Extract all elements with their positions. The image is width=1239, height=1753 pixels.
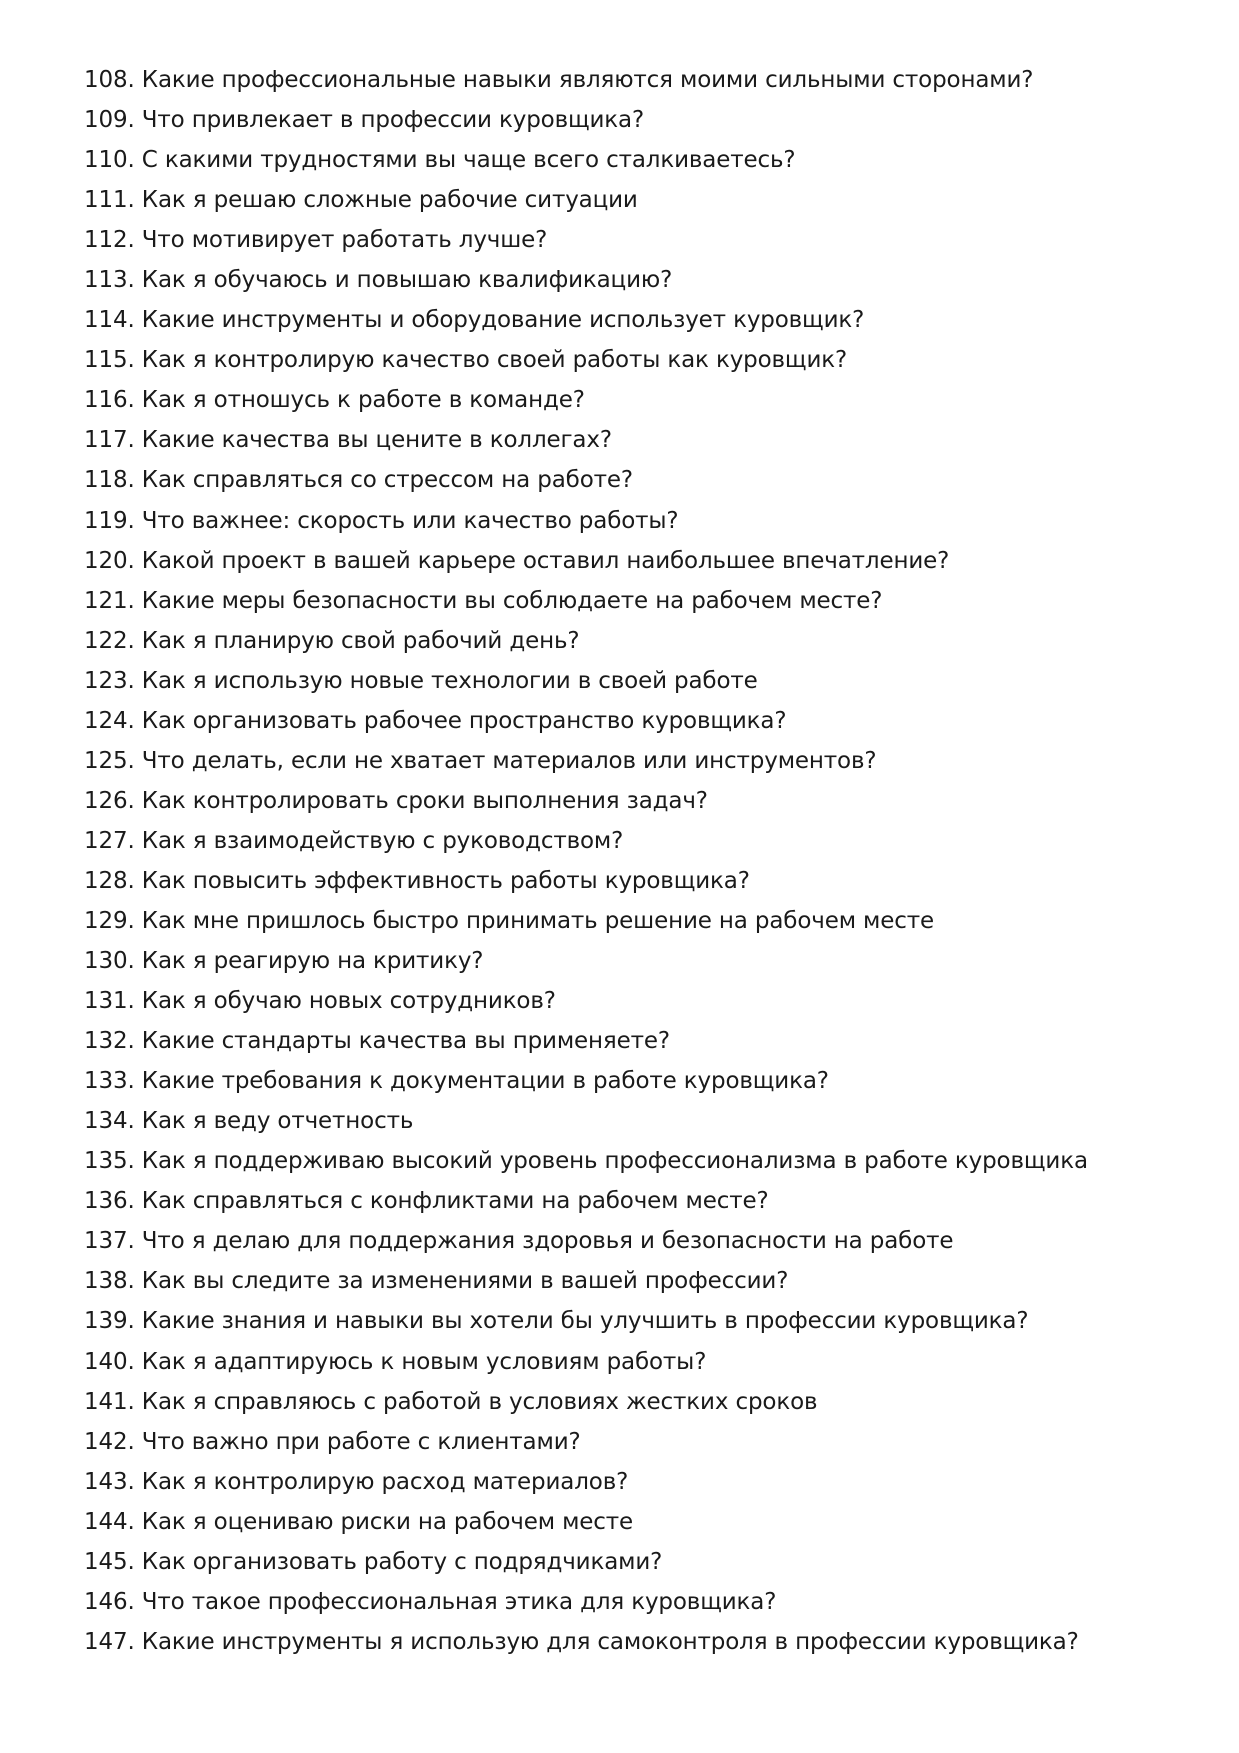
question-text: Как я справляюсь с работой в условиях жестких сроков (141, 1388, 818, 1415)
list-item (84, 1301, 1204, 1341)
question-text: Какие профессиональные навыки являются моими сильными сторонами? (141, 67, 1034, 93)
question-number: 117 . (84, 420, 142, 460)
list-item (84, 1542, 1204, 1582)
question-number: 112 . (84, 220, 142, 260)
list-item (84, 901, 1204, 941)
question-text: Как контролировать сроки выполнения задач? (141, 787, 708, 814)
question-number: 108 . (84, 60, 142, 100)
question-text: Как я планирую свой рабочий день? (141, 627, 580, 654)
question-text: Как я взаимодействую с руководством? (141, 827, 624, 854)
list-item (84, 1261, 1204, 1301)
question-number: 133 . (84, 1061, 142, 1101)
question-number: 136 . (84, 1181, 142, 1221)
question-number: 142 . (84, 1422, 142, 1462)
list-item (84, 741, 1204, 781)
question-text: Как я обучаюсь и повышаю квалификацию? (141, 267, 673, 294)
list-item (84, 821, 1204, 861)
list-item (84, 661, 1204, 701)
list-item (84, 140, 1204, 180)
question-text: Как повысить эффективность работы куровщика? (141, 867, 750, 894)
question-text: Как справляться с конфликтами на рабочем месте? (141, 1188, 769, 1215)
question-text: Что важно при работе с клиентами? (141, 1428, 581, 1455)
question-number: 139 . (84, 1301, 142, 1341)
question-text: Как справляться со стрессом на работе? (141, 467, 633, 494)
question-text: Как я оцениваю риски на рабочем месте (141, 1508, 634, 1535)
question-number: 147 . (84, 1622, 142, 1662)
question-number: 111 . (84, 180, 142, 220)
question-text: Что делать, если не хватает материалов или инструментов? (141, 747, 877, 774)
question-list (84, 60, 1204, 1662)
list-item (84, 501, 1204, 541)
question-text: Как я адаптируюсь к новым условиям работы? (141, 1348, 707, 1375)
question-text: Как мне пришлось быстро принимать решение на рабочем месте (141, 907, 935, 934)
list-item (84, 100, 1204, 140)
list-item (84, 260, 1204, 300)
question-text: Какие требования к документации в работе куровщика? (141, 1068, 829, 1095)
list-item (84, 1181, 1204, 1221)
question-text: Что я делаю для поддержания здоровья и безопасности на работе (141, 1228, 954, 1255)
question-text: Как я контролирую расход материалов? (141, 1468, 629, 1495)
question-number: 144 . (84, 1502, 142, 1542)
question-text: Как организовать работу с подрядчиками? (141, 1548, 663, 1575)
question-number: 135 . (84, 1141, 142, 1181)
list-item (84, 1061, 1204, 1101)
question-text: Какие меры безопасности вы соблюдаете на рабочем месте? (141, 587, 883, 614)
question-number: 116 . (84, 380, 142, 420)
question-text: Какие знания и навыки вы хотели бы улучшить в профессии куровщика? (141, 1308, 1029, 1335)
question-text: Какие стандарты качества вы применяете? (141, 1028, 670, 1055)
question-text: Какие инструменты я использую для самоконтроля в профессии куровщика? (141, 1628, 1079, 1655)
list-item (84, 1582, 1204, 1622)
question-number: 114 . (84, 300, 142, 340)
question-number: 123 . (84, 661, 142, 701)
list-item (84, 300, 1204, 340)
question-text: С какими трудностями вы чаще всего сталкиваетесь? (141, 147, 796, 174)
question-number: 124 . (84, 701, 142, 741)
question-text: Что привлекает в профессии куровщика? (141, 107, 645, 134)
question-number: 118 . (84, 460, 142, 500)
question-text: Как я обучаю новых сотрудников? (141, 988, 556, 1015)
question-number: 120 . (84, 541, 142, 581)
list-item (84, 861, 1204, 901)
list-item (84, 460, 1204, 500)
question-text: Какие качества вы цените в коллегах? (141, 427, 612, 454)
list-item (84, 1462, 1204, 1502)
question-number: 125 . (84, 741, 142, 781)
question-number: 122 . (84, 621, 142, 661)
question-text: Как я реагирую на критику? (141, 948, 484, 975)
list-item (84, 1502, 1204, 1542)
question-text: Как вы следите за изменениями в вашей профессии? (141, 1268, 789, 1295)
list-item (84, 60, 1204, 100)
question-number: 131 . (84, 981, 142, 1021)
question-text: Как я поддерживаю высокий уровень профессионализма в работе куровщика (141, 1148, 1088, 1175)
question-number: 138 . (84, 1261, 142, 1301)
question-text: Как организовать рабочее пространство куровщика? (141, 707, 787, 734)
list-item (84, 701, 1204, 741)
list-item (84, 380, 1204, 420)
question-number: 126 . (84, 781, 142, 821)
question-text: Какие инструменты и оборудование использует куровщик? (141, 307, 865, 334)
question-number: 140 . (84, 1342, 142, 1382)
question-text: Как я использую новые технологии в своей работе (141, 667, 758, 694)
question-number: 129 . (84, 901, 142, 941)
question-number: 132 . (84, 1021, 142, 1061)
question-text: Какой проект в вашей карьере оставил наибольшее впечатление? (141, 547, 950, 574)
question-text: Что такое профессиональная этика для куровщика? (141, 1588, 777, 1615)
list-item (84, 1622, 1204, 1662)
question-text: Как я решаю сложные рабочие ситуации (141, 187, 638, 214)
list-item (84, 941, 1204, 981)
list-item (84, 340, 1204, 380)
list-item (84, 981, 1204, 1021)
list-item (84, 581, 1204, 621)
question-text: Как я контролирую качество своей работы как куровщик? (141, 347, 848, 374)
question-text: Как я отношусь к работе в команде? (141, 387, 585, 414)
question-text: Как я веду отчетность (141, 1108, 414, 1135)
question-number: 134 . (84, 1101, 142, 1141)
question-number: 121 . (84, 581, 142, 621)
question-number: 110 . (84, 140, 142, 180)
question-number: 127 . (84, 821, 142, 861)
question-number: 113 . (84, 260, 142, 300)
list-item (84, 1141, 1204, 1181)
list-item (84, 1021, 1204, 1061)
list-item (84, 621, 1204, 661)
question-number: 115 . (84, 340, 142, 380)
question-number: 143 . (84, 1462, 142, 1502)
question-number: 145 . (84, 1542, 142, 1582)
question-number: 137 . (84, 1221, 142, 1261)
question-number: 130 . (84, 941, 142, 981)
list-item (84, 781, 1204, 821)
list-item (84, 1221, 1204, 1261)
question-text: Что важнее: скорость или качество работы? (141, 507, 679, 534)
question-number: 109 . (84, 100, 142, 140)
question-text: Что мотивирует работать лучше? (141, 227, 548, 254)
list-item (84, 180, 1204, 220)
question-number: 146 . (84, 1582, 142, 1622)
list-item (84, 1342, 1204, 1382)
list-item (84, 420, 1204, 460)
list-item (84, 1422, 1204, 1462)
question-number: 128 . (84, 861, 142, 901)
list-item (84, 1382, 1204, 1422)
list-item (84, 1101, 1204, 1141)
list-item (84, 541, 1204, 581)
list-item (84, 220, 1204, 260)
question-number: 141 . (84, 1382, 142, 1422)
question-number: 119 . (84, 501, 142, 541)
